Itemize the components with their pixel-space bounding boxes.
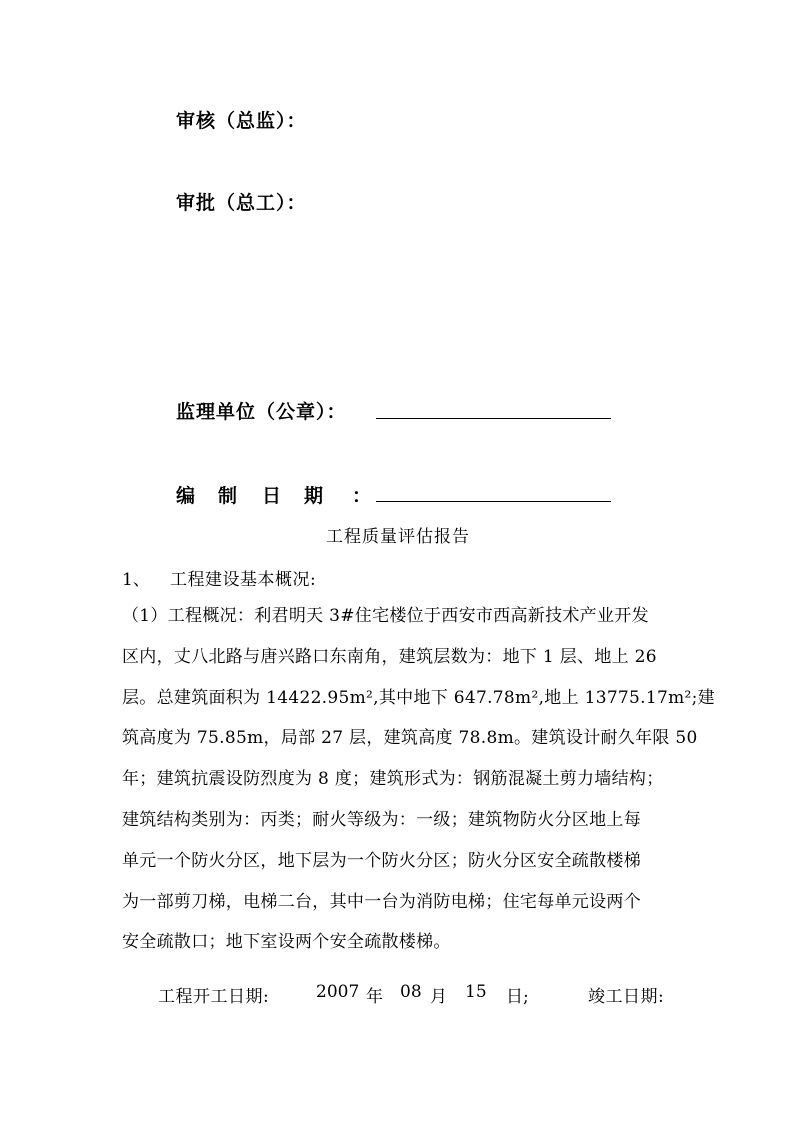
- start-day: 15: [465, 982, 487, 1002]
- paragraph-line: 建筑结构类别为：丙类；耐火等级为：一级；建筑物防火分区地上每: [122, 809, 641, 830]
- paragraph-line: （1）工程概况：利君明天 3#住宅楼位于西安市西高新技术产业开发: [122, 606, 649, 626]
- paragraph-line: 区内，丈八北路与唐兴路口东南角，建筑层数为：地下 1 层、地上 26: [122, 646, 657, 667]
- paragraph-line: 筑高度为 75.85m，局部 27 层，建筑高度 78.8m。建筑设计耐久年限 50: [122, 728, 698, 749]
- paragraph-line: 安全疏散口；地下室设两个安全疏散楼梯。: [122, 932, 451, 953]
- year-unit: 年: [366, 987, 383, 1007]
- project-overview-paragraph: [122, 596, 715, 963]
- supervision-unit-label: 监理单位（公章）：: [176, 401, 347, 423]
- start-year: 2007: [316, 982, 360, 1002]
- compile-date-char-3: 日: [262, 485, 283, 507]
- compile-date-char-2: 制: [218, 485, 239, 507]
- supervision-unit-signature-line[interactable]: [376, 418, 611, 419]
- start-date-label: 工程开工日期:: [158, 987, 270, 1007]
- compile-date-char-4: 期: [304, 485, 325, 507]
- compile-date-char-1: 编: [176, 485, 197, 507]
- paragraph-line: 层。总建筑面积为 14422.95m²,其中地下 647.78m²,地上 13775.17m²;建: [122, 687, 715, 708]
- report-title: 工程质量评估报告: [326, 527, 470, 547]
- section-title: 工程建设基本概况:: [170, 570, 317, 590]
- compile-date-signature-line[interactable]: [376, 501, 611, 502]
- approve-label: 审批（总工）：: [176, 192, 307, 214]
- start-month: 08: [400, 982, 422, 1002]
- month-unit: 月: [430, 987, 447, 1007]
- compile-date-colon: ：: [352, 485, 373, 507]
- section-number: 1、: [122, 570, 150, 590]
- completion-date-label: 竣工日期:: [588, 987, 665, 1007]
- day-unit: 日;: [506, 987, 529, 1007]
- paragraph-line: 年；建筑抗震设防烈度为 8 度；建筑形式为：钢筋混凝土剪力墙结构；: [122, 769, 664, 790]
- paragraph-line: 为一部剪刀梯，电梯二台，其中一台为消防电梯；住宅每单元设两个: [122, 891, 641, 912]
- review-label: 审核（总监）：: [176, 110, 307, 132]
- paragraph-line: 单元一个防火分区，地下层为一个防火分区；防火分区安全疏散楼梯: [122, 850, 641, 871]
